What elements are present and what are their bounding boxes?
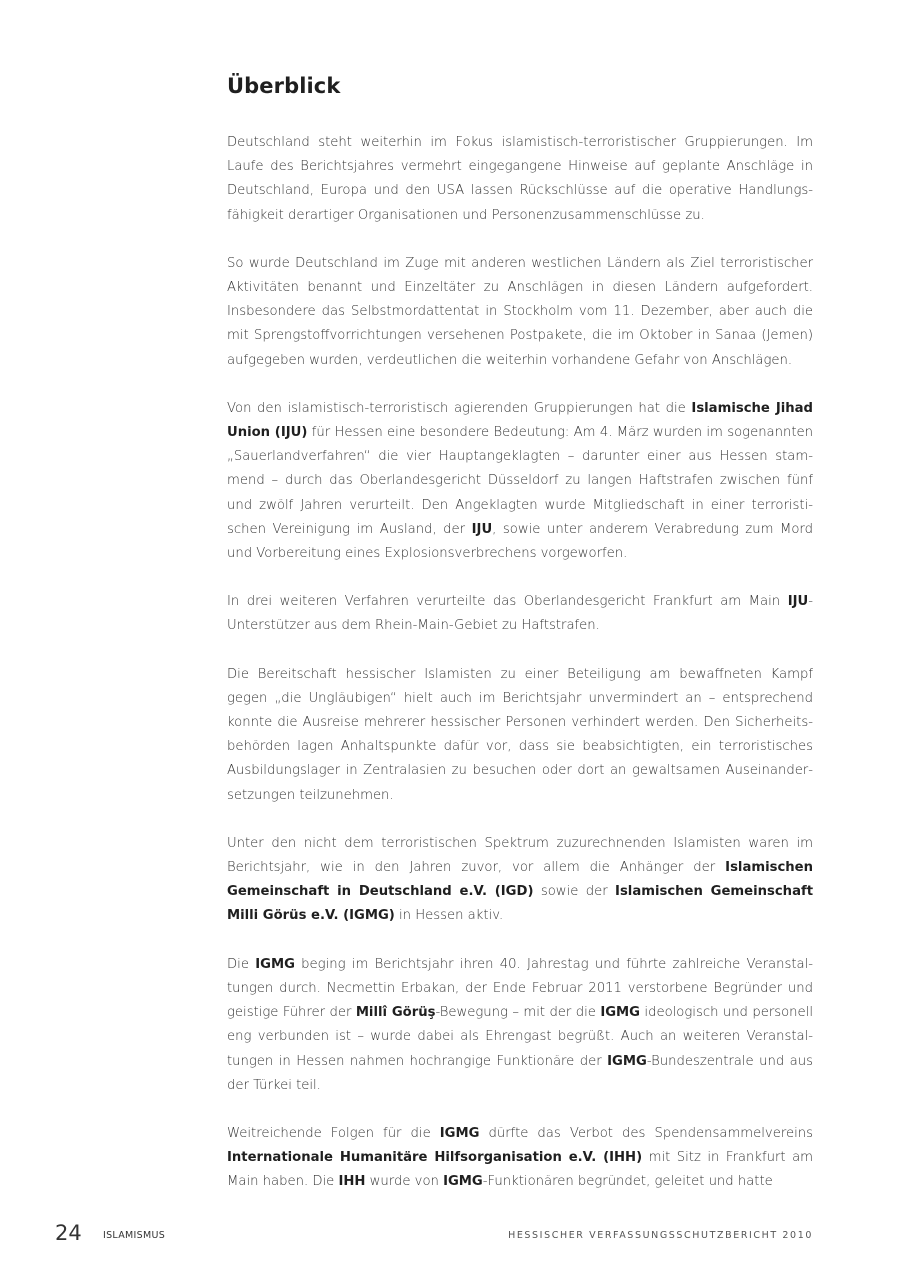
text-run: ideologisch und personell eng verbunden ist – wurde dabei als Ehrengast begrüßt. Auch an weiteren Veranstaltungen in Hessen nahmen hochrangige Funktionäre der (227, 1005, 813, 1069)
bold-term: Internationale Humanitäre Hilfsorganisation e.V. (IHH) (227, 1150, 643, 1166)
text-run: dürfte das Verbot des Spendensammelvereins (479, 1125, 813, 1141)
bold-term: Islamischen Gemeinschaft in Deutschland e.V. (IGD) (227, 860, 813, 900)
paragraph-5 (227, 663, 813, 808)
text-run: Die Bereitschaft hessischer Islamisten zu einer Beteiligung am bewaffneten Kampf gegen „die Ungläubigen“ hielt auch im Berichtsjahr unvermindert an – entsprechend konnte die Ausreise mehrerer hessischer Personen verhindert werden. Den Sicherheitsbehörden lagen Anhaltspunkte dafür vor, dass sie beabsichtigten, ein terroristisches Ausbildungslager in Zentralasien zu besuchen oder dort an gewaltsamen Auseinandersetzungen teilzunehmen. (227, 666, 813, 803)
bold-term: IGMG (443, 1174, 483, 1190)
body-text (227, 131, 813, 1219)
bold-term: IGMG (439, 1125, 480, 1141)
page-title: Überblick (227, 74, 341, 98)
paragraph-2 (227, 252, 813, 373)
text-run: für Hessen eine besondere Bedeutung: Am 4. März wurden im sogenannten „Sauerlandverfahren“ die vier Hauptangeklagten – darunter einer aus Hessen stammend – durch das Oberlandesgericht Düsseldorf zu langen Haftstrafen zwischen fünf und zwölf Jahren verurteilt. Den Angeklagten wurde Mitgliedschaft in einer terroristischen Vereinigung im Ausland, der (227, 425, 813, 537)
bold-term: IJU (471, 521, 493, 537)
text-run: Unter den nicht dem terroristischen Spektrum zuzurechnenden Islamisten waren im Berichtsjahr, wie in den Jahren zuvor, vor allem die Anhänger der (227, 835, 813, 876)
text-run: mit Sitz in Frankfurt am Main haben. Die (227, 1150, 813, 1190)
text-run: -Funktionären begründet, geleitet und hatte (482, 1174, 773, 1190)
section-label: ISLAMISMUS (103, 1230, 166, 1241)
paragraph-6 (227, 832, 813, 929)
bold-term: IGMG (600, 1005, 641, 1021)
text-run: In drei weiteren Verfahren verurteilte das Oberlandesgericht Frankfurt am Main (227, 594, 788, 610)
bold-term: Islamische Jihad Union (IJU) (227, 400, 813, 441)
paragraph-4 (227, 590, 813, 638)
bold-term: IHH (338, 1174, 366, 1190)
text-run: , sowie unter anderem Verabredung zum Mord und Vorbereitung eines Explosionsverbrechens vorgeworfen. (227, 521, 813, 562)
text-run: beging im Berichtsjahr ihren 40. Jahrestag und führte zahlreiche Veranstaltungen durch. Necmettin Erbakan, der Ende Februar 2011 verstorbene Begründer und geistige Führer der (227, 956, 814, 1021)
bold-term: Islamischen Gemeinschaft Milli Görüs e.V. (IGMG) (227, 884, 814, 924)
paragraph-7 (227, 953, 813, 1098)
text-run: wurde von (365, 1174, 444, 1190)
text-run: Die (227, 956, 256, 972)
bold-term: IGMG (607, 1053, 647, 1069)
text-run: Deutschland steht weiterhin im Fokus islamistisch-terroristischer Gruppierungen. Im Laufe des Berichtsjahres vermehrt eingegangene Hinweise auf geplante Anschläge in Deutschland, Europa und den USA lassen Rückschlüsse auf die operative Handlungsfähigkeit derartiger Organisationen und Personenzusammenschlüsse zu. (227, 135, 813, 223)
bold-term: IGMG (255, 956, 295, 972)
text-run: Weitreichende Folgen für die (227, 1125, 440, 1141)
text-run: So wurde Deutschland im Zuge mit anderen westlichen Ländern als Ziel terroristischer Aktivitäten benannt und Einzeltäter zu Anschlägen in diesen Ländern aufgefordert. Insbesondere das Selbstmordattentat in Stockholm vom 11. Dezember, aber auch die mit Sprengstoffvorrichtungen versehenen Postpakete, die im Oktober in Sanaa (Jemen) aufgegeben wurden, verdeutlichen die weiterhin vorhandene Gefahr von Anschlägen. (227, 255, 813, 368)
text-run: -Unterstützer aus dem Rhein-Main-Gebiet zu Haftstrafen. (227, 594, 813, 634)
text-run: Von den islamistisch-terroristisch agierenden Gruppierungen hat die (227, 400, 692, 416)
text-run: sowie der (533, 884, 616, 900)
text-run: in Hessen aktiv. (394, 908, 504, 924)
text-run: -Bewegung – mit der die (435, 1005, 601, 1021)
paragraph-3 (227, 397, 813, 566)
bold-term: IJU (787, 594, 809, 610)
publication-title: HESSISCHER VERFASSUNGSSCHUTZBERICHT 2010 (508, 1230, 813, 1241)
text-run: -Bundeszentrale und aus der Türkei teil. (227, 1053, 813, 1093)
page-number: 24 (55, 1221, 82, 1245)
paragraph-8 (227, 1122, 813, 1195)
bold-term: Millî Görüş (355, 1005, 436, 1021)
paragraph-1 (227, 131, 813, 228)
